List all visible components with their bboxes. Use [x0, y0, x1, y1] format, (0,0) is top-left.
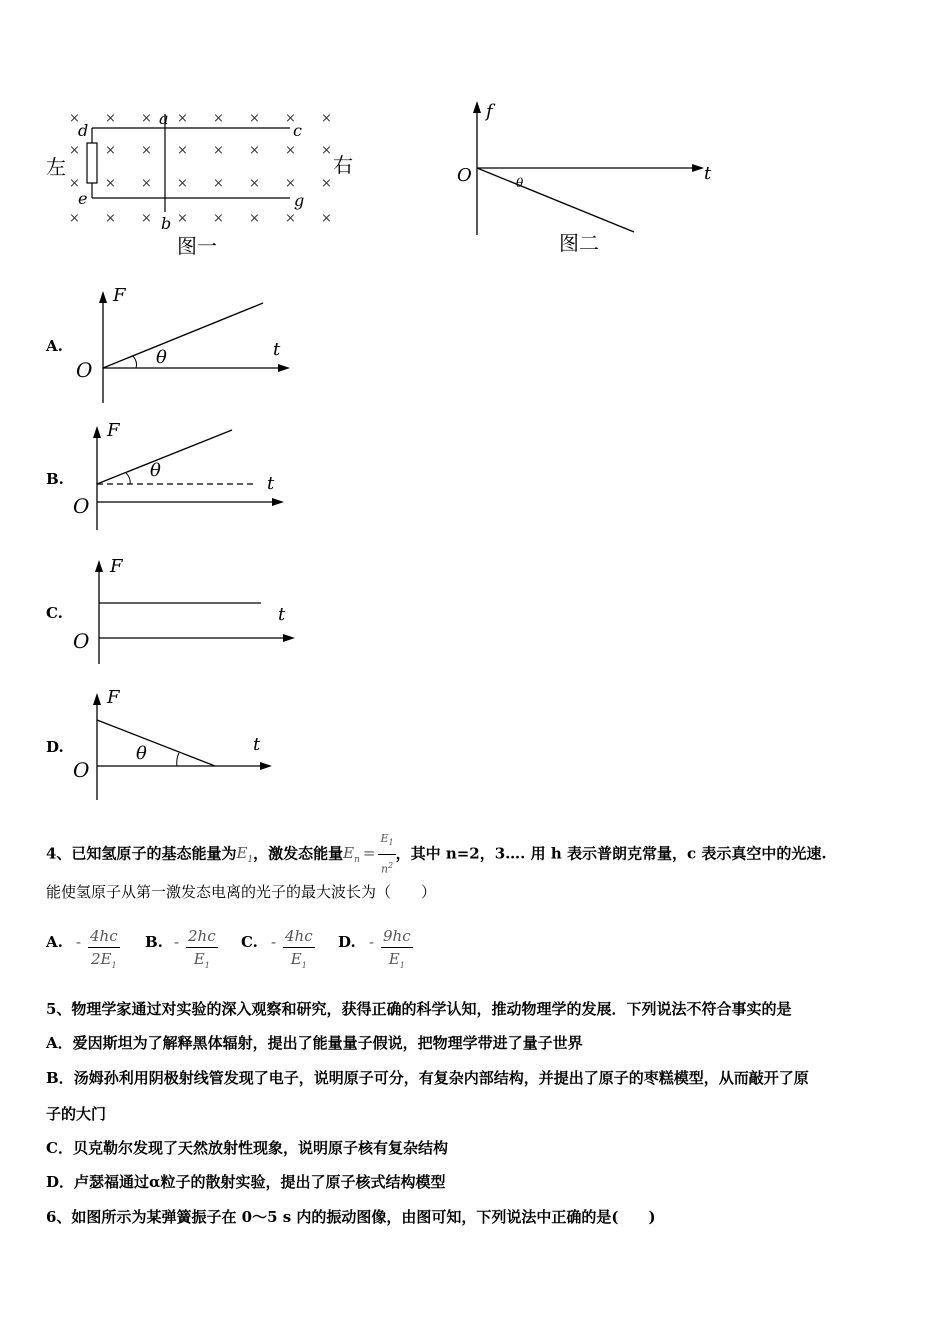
field-mark: ×: [249, 176, 260, 191]
angle-arc: [133, 356, 137, 368]
y-axis-label: F: [113, 285, 126, 306]
left-label: 左: [46, 155, 66, 179]
y-axis-label: F: [107, 687, 120, 708]
x-axis-arrow: [260, 762, 272, 770]
option-a-graph: [70, 285, 300, 405]
x-axis-label: t: [278, 604, 286, 625]
field-mark: ×: [249, 211, 260, 226]
field-mark: ×: [105, 143, 116, 158]
field-mark: ×: [285, 176, 296, 191]
f-line: [103, 303, 263, 368]
figure-2-caption: 图二: [559, 231, 599, 255]
angle-arc: [177, 753, 179, 766]
point-c: c: [293, 121, 302, 140]
q4-choice-b-label[interactable]: B.: [145, 933, 163, 951]
q4-choice-a-sign: -: [76, 933, 82, 951]
q4-choice-a-fraction[interactable]: $\frac{4hc}{2E_1}$: [90, 927, 118, 970]
y-axis-arrow: [99, 291, 107, 303]
field-mark: ×: [249, 111, 260, 126]
q5-option-d[interactable]: D．卢瑟福通过α粒子的散射实验，提出了原子核式结构模型: [46, 1173, 446, 1191]
field-mark: ×: [213, 176, 224, 191]
q4-energy-fraction: $\frac{E_1}{n^2}$: [378, 828, 395, 881]
field-mark: ×: [69, 211, 80, 226]
y-axis-arrow: [93, 693, 101, 705]
field-mark: ×: [213, 111, 224, 126]
origin-label: O: [73, 629, 90, 653]
field-mark: ×: [105, 211, 116, 226]
q4-eq: =: [362, 844, 376, 863]
q4-en: $E_n$: [343, 844, 360, 866]
field-mark: ×: [321, 176, 332, 191]
option-b-label[interactable]: B.: [46, 470, 64, 488]
y-axis-arrow: [473, 101, 481, 113]
q4-choice-d-label[interactable]: D.: [338, 933, 356, 951]
x-axis-label: t: [704, 163, 712, 184]
q4-choice-d-sign: -: [369, 933, 375, 951]
angle-label: θ: [136, 743, 147, 764]
angle-arc: [126, 473, 130, 484]
q5-stem: 5、物理学家通过对实验的深入观察和研究，获得正确的科学认知，推动物理学的发展．下列说法不符合事实的是: [46, 1000, 792, 1018]
q4-e1: $E_1$: [236, 844, 254, 866]
field-mark: ×: [285, 211, 296, 226]
field-mark: ×: [285, 143, 296, 158]
angle-label: θ: [156, 347, 167, 368]
right-label: 右: [333, 153, 353, 177]
origin-label: O: [76, 358, 93, 382]
point-d: d: [78, 121, 89, 140]
q6-stem: 6、如图所示为某弹簧振子在 0～5 s 内的振动图像，由图可知，下列说法中正确的是( ): [46, 1208, 656, 1226]
y-axis-arrow: [95, 560, 103, 572]
x-axis-arrow: [278, 364, 290, 372]
option-d-graph: [70, 685, 300, 805]
origin-label: O: [73, 494, 90, 518]
field-mark: ×: [321, 111, 332, 126]
field-mark: ×: [321, 211, 332, 226]
origin-label: O: [457, 165, 472, 186]
q4-choice-d-fraction[interactable]: $\frac{9hc}{E_1}$: [383, 927, 411, 970]
q4-choices: [46, 925, 466, 975]
angle-label: θ: [150, 460, 161, 481]
field-mark: ×: [105, 111, 116, 126]
q5-option-b[interactable]: B．汤姆孙利用阴极射线管发现了电子，说明原子可分，有复杂内部结构，并提出了原子的枣糕模型，从而敲开了原: [46, 1069, 809, 1087]
point-b: b: [161, 214, 172, 233]
q4-choice-c-sign: -: [271, 933, 277, 951]
field-mark: ×: [249, 143, 260, 158]
field-mark: ×: [321, 143, 332, 158]
y-axis-label: f: [486, 101, 493, 122]
option-a-label[interactable]: A.: [46, 337, 63, 355]
q4-choice-b-sign: -: [174, 933, 180, 951]
q4-text-b: ，激发态能量: [253, 844, 344, 863]
field-mark: ×: [141, 211, 152, 226]
x-axis-label: t: [273, 339, 281, 360]
q5-option-b-cont: 子的大门: [46, 1105, 107, 1123]
f-line: [97, 720, 215, 766]
field-mark: ×: [177, 211, 188, 226]
figure-1: [40, 100, 380, 265]
field-mark: ×: [213, 143, 224, 158]
field-mark: ×: [141, 111, 152, 126]
x-axis-arrow: [272, 498, 284, 506]
q4-text-a: 4、已知氢原子的基态能量为: [46, 844, 237, 863]
x-axis-label: t: [267, 473, 275, 494]
field-mark: ×: [177, 111, 188, 126]
q4-choice-c-fraction[interactable]: $\frac{4hc}{E_1}$: [285, 927, 313, 970]
field-mark: ×: [177, 143, 188, 158]
x-axis-arrow: [692, 164, 704, 172]
q4-line2: 能使氢原子从第一激发态电离的光子的最大波长为（ ）: [46, 883, 437, 901]
field-mark: ×: [141, 176, 152, 191]
q4-line1: [46, 828, 827, 881]
angle-label: θ: [516, 176, 524, 190]
option-d-label[interactable]: D.: [46, 738, 64, 756]
field-mark: ×: [285, 111, 296, 126]
field-mark: ×: [177, 176, 188, 191]
field-mark: ×: [69, 111, 80, 126]
option-c-label[interactable]: C.: [46, 604, 63, 622]
x-axis-label: t: [253, 734, 261, 755]
point-e: e: [78, 189, 88, 208]
field-mark: ×: [105, 176, 116, 191]
field-mark: ×: [213, 211, 224, 226]
q5-option-c[interactable]: C．贝克勒尔发现了天然放射性现象，说明原子核有复杂结构: [46, 1139, 448, 1157]
option-c-graph: [70, 552, 310, 667]
origin-label: O: [73, 758, 90, 782]
y-axis-arrow: [93, 426, 101, 438]
y-axis-label: F: [107, 420, 120, 441]
option-b-graph: [70, 418, 300, 533]
figure-1-caption: 图一: [177, 234, 217, 258]
q5-option-a[interactable]: A．爱因斯坦为了解释黑体辐射，提出了能量量子假说，把物理学带进了量子世界: [46, 1034, 583, 1052]
field-mark: ×: [69, 176, 80, 191]
figure-2: [450, 95, 730, 265]
q4-text-c: ，其中 n=2，3…. 用 h 表示普朗克常量，c 表示真空中的光速.: [395, 844, 827, 863]
f-line: [477, 168, 634, 232]
y-axis-label: F: [110, 556, 123, 577]
q4-choice-b-fraction[interactable]: $\frac{2hc}{E_1}$: [188, 927, 216, 970]
q4-choice-a-label[interactable]: A.: [46, 933, 63, 951]
q4-choice-c-label[interactable]: C.: [241, 933, 258, 951]
x-axis-arrow: [283, 634, 295, 642]
field-mark: ×: [141, 143, 152, 158]
point-a: a: [159, 109, 169, 128]
resistor: [87, 143, 97, 183]
point-g: g: [294, 191, 305, 210]
field-mark: ×: [69, 143, 80, 158]
